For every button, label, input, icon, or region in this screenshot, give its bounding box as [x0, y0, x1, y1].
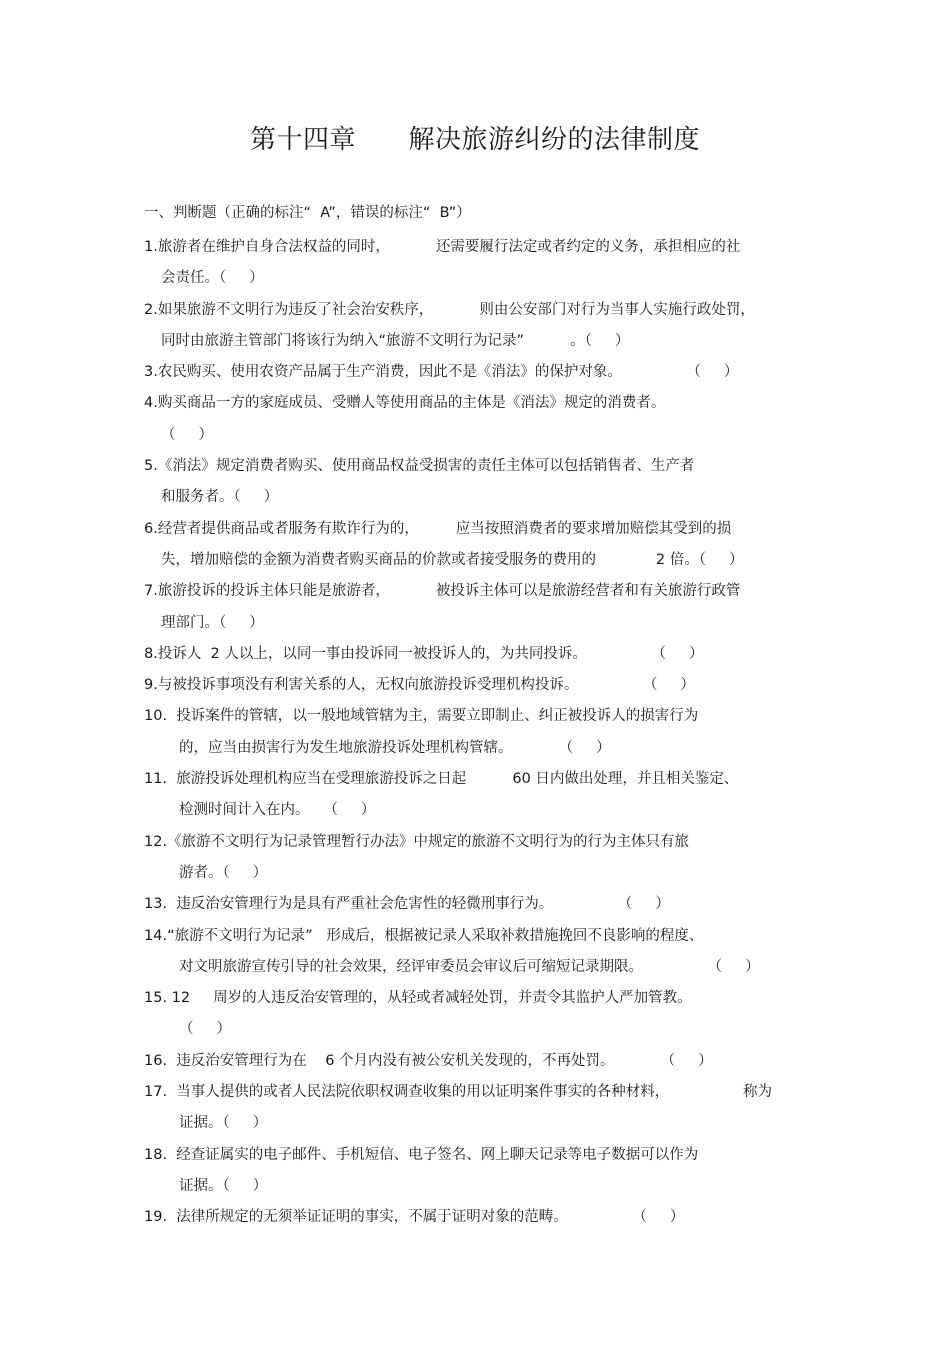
question-item	[144, 983, 824, 1046]
question-text: 违反治安管理行为是具有严重社会危害性的轻微刑事行为。 （ ）	[167, 896, 670, 913]
question-number: 5.	[144, 458, 158, 475]
question-line-2: 证据。（ ）	[179, 1115, 268, 1132]
question-number: 1.	[144, 239, 158, 255]
question-number: 19.	[144, 1209, 168, 1226]
question-line-1	[144, 1202, 824, 1233]
question-text: 投诉案件的管辖，以一般地域管辖为主，需要立即制止、纠正被投诉人的损害行为	[167, 708, 699, 725]
question-list	[144, 232, 824, 1234]
question-line-1	[144, 983, 824, 1014]
question-line-2: 对文明旅游宣传引导的社会效果，经评审委员会审议后可缩短记录期限。 （ ）	[179, 958, 760, 975]
question-text: “旅游不文明行为记录” 形成后，根据被记录人采取补救措施挽回不良影响的程度、	[167, 927, 704, 944]
question-line-1	[144, 1077, 824, 1108]
question-line-1	[144, 514, 824, 545]
question-text: 《消法》规定消费者购买、使用商品权益受损害的责任主体可以包括销售者、生产者	[157, 458, 695, 475]
question-line-2: 会责任。（ ）	[161, 270, 264, 287]
question-text: 旅游投诉处理机构应当在受理旅游投诉之日起 60 日内做出处理，并且相关鉴定、	[167, 771, 739, 788]
question-text: 与被投诉事项没有利害关系的人，无权向旅游投诉受理机构投诉。 （ ）	[157, 677, 695, 694]
question-number: 11.	[144, 771, 168, 788]
question-text: 经查证属实的电子邮件、手机短信、电子签名、网上聊天记录等电子数据可以作为	[167, 1146, 699, 1163]
question-line-1	[144, 1140, 824, 1171]
question-item	[144, 1046, 824, 1077]
question-item	[144, 232, 824, 295]
question-text: 农民购买、使用农资产品属于生产消费，因此不是《消法》的保护对象。 （ ）	[157, 364, 739, 381]
question-number: 10.	[144, 708, 168, 725]
question-line-2: 同时由旅游主管部门将该行为纳入“旅游不文明行为记录” 。（ ）	[161, 332, 630, 349]
question-item	[144, 451, 824, 514]
question-number: 14.	[144, 927, 168, 944]
question-line-1	[144, 921, 824, 952]
question-number: 3.	[144, 364, 158, 381]
question-number: 17.	[144, 1084, 168, 1101]
page-title: 第十四章 解决旅游纠纷的法律制度	[249, 125, 701, 155]
question-line-2: （ ）	[179, 1021, 232, 1038]
question-text: 法律所规定的无须举证证明的事实，不属于证明对象的范畴。 （ ）	[167, 1209, 685, 1226]
question-line-1	[144, 232, 824, 263]
question-item	[144, 295, 824, 358]
question-line-1	[144, 827, 824, 858]
question-text: 购买商品一方的家庭成员、受赠人等使用商品的主体是《消法》规定的消费者。	[157, 395, 666, 412]
question-item	[144, 921, 824, 984]
question-line-2: 的，应当由损害行为发生地旅游投诉处理机构管辖。 （ ）	[179, 739, 611, 756]
question-text: 《旅游不文明行为记录管理暂行办法》中规定的旅游不文明行为的行为主体只有旅	[167, 833, 690, 850]
question-text: 当事人提供的或者人民法院依职权调查收集的用以证明案件事实的各种材料， 称为	[167, 1084, 773, 1101]
question-line-1	[144, 889, 824, 920]
question-line-2: 失，增加赔偿的金额为消费者购买商品的价款或者接受服务的费用的 2 倍。（ ）	[161, 551, 744, 568]
question-number: 8.	[144, 645, 158, 662]
question-line-1	[144, 388, 824, 419]
question-text: 违反治安管理行为在 6 个月内没有被公安机关发现的，不再处罚。 （ ）	[167, 1052, 713, 1069]
question-item	[144, 1077, 824, 1140]
question-number: 12.	[144, 833, 168, 850]
question-line-1	[144, 639, 824, 670]
question-item	[144, 1140, 824, 1203]
question-line-1	[144, 670, 824, 701]
question-item	[144, 889, 824, 920]
question-number: 4.	[144, 395, 158, 412]
question-item	[144, 639, 824, 670]
section-heading: 一、判断题（正确的标注“ A”，错误的标注“ B”）	[144, 205, 471, 221]
question-text: 投诉人 2 人以上，以同一事由投诉同一被投诉人的，为共同投诉。 （ ）	[157, 645, 704, 662]
question-text: 如果旅游不文明行为违反了社会治安秩序， 则由公安部门对行为当事人实施行政处罚，	[157, 301, 755, 318]
question-item	[144, 670, 824, 701]
question-line-1	[144, 576, 824, 607]
question-number: 6.	[144, 520, 158, 537]
question-line-2: 理部门。（ ）	[161, 614, 264, 631]
question-item	[144, 388, 824, 451]
question-item	[144, 576, 824, 639]
question-number: 2.	[144, 301, 158, 318]
question-line-1	[144, 1046, 824, 1077]
question-item	[144, 514, 824, 577]
question-text: 旅游投诉的投诉主体只能是旅游者， 被投诉主体可以是旅游经营者和有关旅游行政管	[157, 583, 741, 600]
question-number: 18.	[144, 1146, 168, 1163]
question-text: 经营者提供商品或者服务有欺诈行为的， 应当按照消费者的要求增加赔偿其受到的损	[157, 520, 732, 537]
question-line-1	[144, 764, 824, 795]
question-line-1	[144, 451, 824, 482]
question-number: 15. 12	[144, 990, 191, 1007]
question-line-2: 和服务者。（ ）	[161, 489, 279, 506]
question-item	[144, 764, 824, 827]
question-item	[144, 827, 824, 890]
question-line-1	[144, 357, 824, 388]
question-text: 周岁的人违反治安管理的，从轻或者减轻处罚，并责令其监护人严加管教。	[190, 990, 692, 1007]
question-line-1	[144, 295, 824, 326]
question-number: 16.	[144, 1052, 168, 1069]
question-line-1	[144, 701, 824, 732]
question-number: 7.	[144, 583, 158, 600]
question-line-2: （ ）	[161, 426, 214, 443]
question-number: 13.	[144, 896, 168, 913]
question-number: 9.	[144, 677, 158, 694]
question-item	[144, 701, 824, 764]
question-item	[144, 357, 824, 388]
question-item	[144, 1202, 824, 1233]
question-line-2: 检测时间计入在内。 （ ）	[179, 802, 376, 819]
question-line-2: 游者。（ ）	[179, 864, 268, 881]
question-text: 旅游者在维护自身合法权益的同时， 还需要履行法定或者约定的义务，承担相应的社	[157, 239, 741, 255]
question-line-2: 证据。（ ）	[179, 1177, 268, 1194]
